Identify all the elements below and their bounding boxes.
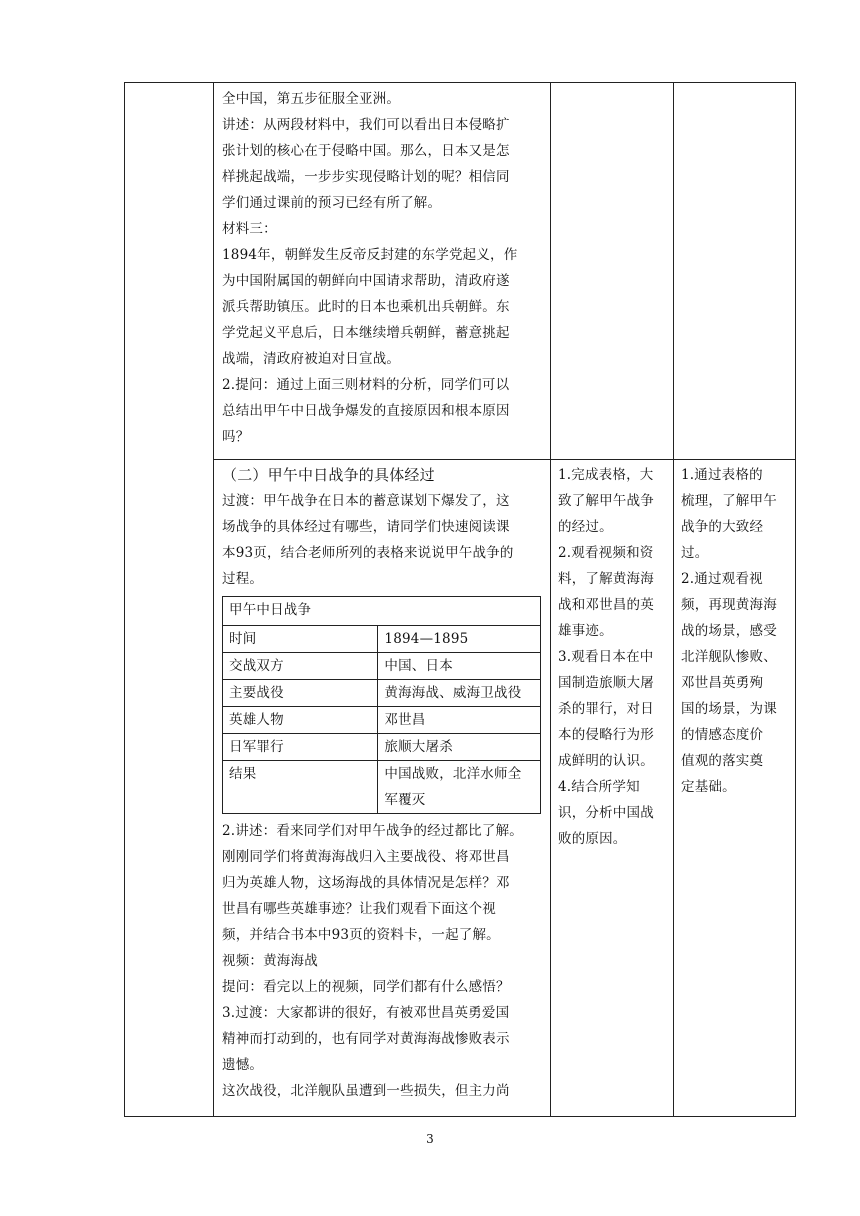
text-line: 国的场景，为课: [681, 701, 777, 717]
table-label: 日军罪行: [223, 734, 378, 761]
section-continued: [222, 818, 546, 1104]
text-line: 3.观看日本在中: [558, 649, 654, 665]
text-line: 致了解甲午战争: [558, 493, 654, 509]
text-line: 战和邓世昌的英: [558, 597, 654, 613]
text-line: 提问：看完以上的视频，同学们都有什么感悟？: [222, 979, 510, 995]
column-divider-1: [213, 82, 214, 1117]
column-divider-3: [673, 82, 674, 1117]
text-line: 败的原因。: [558, 831, 627, 847]
text-line: 场战争的具体经过有哪些，请同学们快速阅读课: [222, 519, 510, 535]
text-line: 2.提问：通过上面三则材料的分析，同学们可以: [222, 377, 510, 393]
table-value: 旅顺大屠杀: [378, 734, 541, 761]
table-label: 结果: [223, 761, 378, 814]
text-line: 吗？: [222, 429, 250, 445]
text-line: 派兵帮助镇压。此时的日本也乘机出兵朝鲜。东: [222, 299, 510, 315]
text-line: 世昌有哪些英雄事迹？让我们观看下面这个视: [222, 901, 496, 917]
text-line: 杀的罪行，对日: [558, 701, 654, 717]
text-line: 成鲜明的认识。: [558, 753, 654, 769]
text-line: 国制造旅顺大屠: [558, 675, 654, 691]
text-line: 料，了解黄海海: [558, 571, 654, 587]
table-row: [223, 680, 541, 707]
design-intent-column: [681, 462, 793, 800]
text-line: 识，分析中国战: [558, 805, 654, 821]
table-value-line: 军覆灭: [384, 792, 426, 808]
text-line: 遗憾。: [222, 1057, 264, 1073]
text-line: 精神而打动到的，也有同学对黄海海战惨败表示: [222, 1031, 510, 1047]
table-row: [223, 761, 541, 814]
column-divider-2: [550, 82, 551, 1117]
text-line: 1894年，朝鲜发生反帝反封建的东学党起义，作: [222, 247, 518, 263]
table-label: 主要战役: [223, 680, 378, 707]
text-line: 2.观看视频和资: [558, 545, 654, 561]
text-line: 全中国，第五步征服全亚洲。: [222, 91, 401, 107]
text-line: 样挑起战端，一步步实现侵略计划的呢？相信同: [222, 169, 510, 185]
table-value: [378, 761, 541, 814]
table-row: [223, 653, 541, 680]
text-line: 战争的大致经: [681, 519, 764, 535]
text-line: 战端，清政府被迫对日宣战。: [222, 351, 401, 367]
page-number: 3: [426, 1132, 434, 1146]
text-line: 雄事迹。: [558, 623, 613, 639]
lesson-content-top: [222, 86, 544, 450]
text-line: 讲述：从两段材料中，我们可以看出日本侵略扩: [222, 117, 510, 133]
text-line: 过程。: [222, 571, 264, 587]
text-line: 3.过渡：大家都讲的很好，有被邓世昌英勇爱国: [222, 1005, 510, 1021]
text-line: 邓世昌英勇殉: [681, 675, 764, 691]
war-summary-table: [222, 596, 541, 814]
text-line: 北洋舰队惨败、: [681, 649, 777, 665]
lesson-content-section2: [222, 462, 546, 1104]
text-line: 梳理，了解甲午: [681, 493, 777, 509]
student-activity-column: [558, 462, 670, 852]
text-line: 过。: [681, 545, 709, 561]
table-value: 邓世昌: [378, 707, 541, 734]
text-line: 频，并结合书本中93页的资料卡，一起了解。: [222, 927, 500, 943]
table-value: 中国、日本: [378, 653, 541, 680]
text-line: 的经过。: [558, 519, 613, 535]
text-line: 这次战役，北洋舰队虽遭到一些损失，但主力尚: [222, 1083, 510, 1099]
text-line: 本93页，结合老师所列的表格来说说甲午战争的: [222, 545, 514, 561]
table-label: 英雄人物: [223, 707, 378, 734]
text-line: 定基础。: [681, 779, 736, 795]
text-line: 的情感态度价: [681, 727, 764, 743]
text-line: 材料三：: [222, 221, 277, 237]
text-line: 4.结合所学知: [558, 779, 640, 795]
table-value: 1894—1895: [378, 626, 541, 653]
war-summary-table-title: 甲午中日战争: [223, 597, 541, 626]
text-line: 视频：黄海海战: [222, 953, 318, 969]
text-line: 战的场景，感受: [681, 623, 777, 639]
text-line: 刚刚同学们将黄海海战归入主要战役、将邓世昌: [222, 849, 510, 865]
table-row: [223, 734, 541, 761]
table-row: [223, 707, 541, 734]
text-line: 1.通过表格的: [681, 467, 763, 483]
section-title: （二）甲午中日战争的具体经过: [222, 466, 435, 484]
table-label: 交战双方: [223, 653, 378, 680]
text-line: 本的侵略行为形: [558, 727, 654, 743]
table-value: 黄海海战、威海卫战役: [378, 680, 541, 707]
text-line: 2.讲述：看来同学们对甲午战争的经过都比了解。: [222, 823, 523, 839]
text-line: 总结出甲午中日战争爆发的直接原因和根本原因: [222, 403, 510, 419]
text-line: 为中国附属国的朝鲜向中国请求帮助，清政府遂: [222, 273, 510, 289]
table-value-line: 中国战败，北洋水师全: [384, 766, 522, 782]
text-line: 频，再现黄海海: [681, 597, 777, 613]
text-line: 学们通过课前的预习已经有所了解。: [222, 195, 442, 211]
text-line: 张计划的核心在于侵略中国。那么，日本又是怎: [222, 143, 510, 159]
text-line: 1.完成表格，大: [558, 467, 654, 483]
text-line: 值观的落实奠: [681, 753, 764, 769]
text-line: 2.通过观看视: [681, 571, 763, 587]
table-row: [223, 626, 541, 653]
text-line: 过渡：甲午战争在日本的蓄意谋划下爆发了，这: [222, 493, 510, 509]
table-label: 时间: [223, 626, 378, 653]
text-line: 归为英雄人物，这场海战的具体情况是怎样？邓: [222, 875, 510, 891]
text-line: 学党起义平息后，日本继续增兵朝鲜，蓄意挑起: [222, 325, 510, 341]
section-intro: [222, 488, 546, 592]
row-divider: [213, 459, 796, 460]
